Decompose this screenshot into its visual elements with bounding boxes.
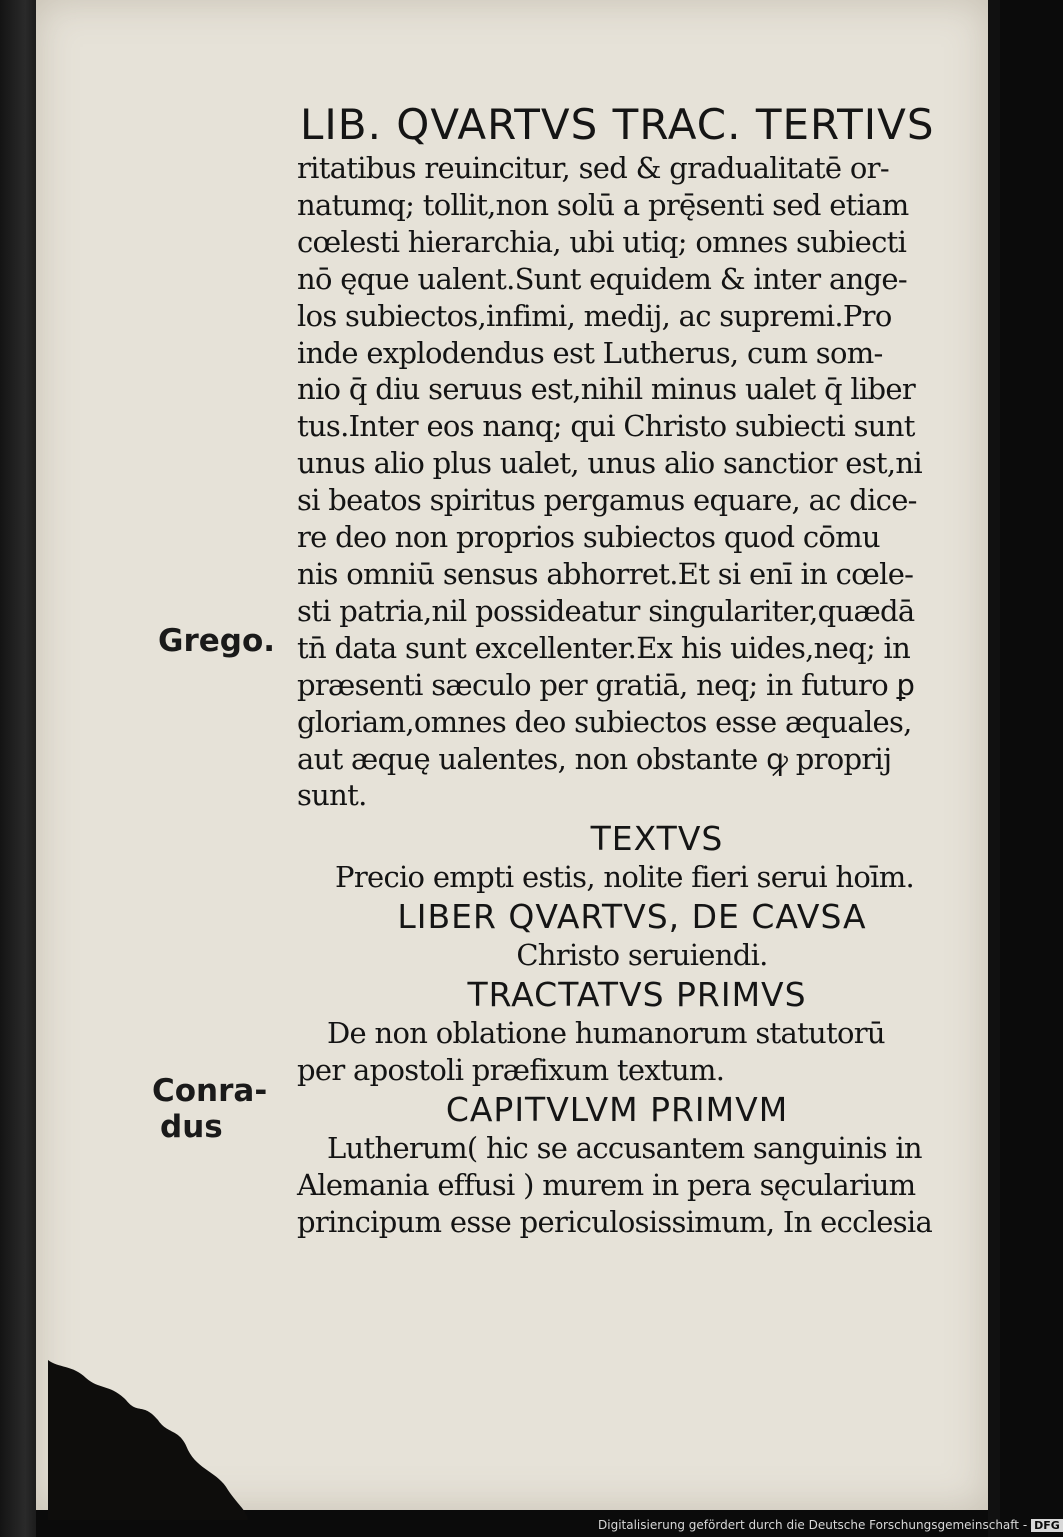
dfg-logo: DFG: [1031, 1519, 1063, 1532]
text-line: cœlesti hierarchia, ubi utiq; omnes subiecti: [297, 224, 907, 259]
text-line: gloriam,omnes deo subiectos esse æquales,: [297, 704, 912, 739]
text-line: si beatos spiritus pergamus equare, ac dice-: [297, 483, 917, 518]
tractatus-line: De non oblatione humanorum statutorū: [327, 1016, 885, 1051]
footer-text: Digitalisierung gefördert durch die Deutsche Forschungsgemeinschaft -: [598, 1518, 1028, 1532]
digitization-footer: [598, 1518, 1063, 1532]
text-line: præsenti sæculo per gratiā, neq; in futuro ꝑ: [297, 667, 915, 702]
textus-line: Precio empti estis, nolite fieri serui hoīm.: [335, 860, 915, 895]
textus-heading: TEXTVS: [590, 819, 724, 859]
liber-subtitle: Christo seruiendi.: [516, 938, 768, 973]
capitulum-line: Alemania effusi ) murem in pera sęcularium: [297, 1167, 916, 1202]
page-edge: [988, 0, 1000, 1537]
capitulum-line: principum esse periculosissimum, In ecclesia: [297, 1204, 933, 1239]
text-line: tus.Inter eos nanq; qui Christo subiecti sunt: [297, 409, 915, 444]
text-line: nio q̄ diu seruus est,nihil minus ualet q̄ liber: [297, 372, 916, 407]
book-spine: [0, 0, 36, 1537]
running-head: LIB. QVARTVS TRAC. TERTIVS: [300, 100, 935, 149]
margin-note-conra: Conra-: [152, 1073, 268, 1109]
tractatus-line: per apostoli præfixum textum.: [297, 1053, 725, 1088]
capitulum-heading: CAPITVLVM PRIMVM: [445, 1089, 789, 1129]
text-line: sunt.: [297, 778, 367, 813]
text-line: aut æquę ualentes, non obstante ꝙ proprij: [297, 741, 892, 776]
text-line: re deo non proprios subiectos quod cōmu: [297, 520, 880, 555]
text-line: unus alio plus ualet, unus alio sanctior est,ni: [297, 446, 922, 481]
page-damage: [48, 1360, 248, 1520]
main-text-block: [297, 150, 937, 1241]
text-line: ritatibus reuincitur, sed & gradualitatē or-: [297, 151, 889, 185]
tractatus-heading: TRACTATVS PRIMVS: [467, 975, 807, 1015]
capitulum-line: Lutherum( hic se accusantem sanguinis in: [327, 1130, 922, 1165]
text-line: los subiectos,infimi, medij, ac supremi.Pro: [297, 298, 892, 333]
text-line: natumq; tollit,non solū a prę̄senti sed etiam: [297, 187, 909, 222]
margin-note-dus: dus: [160, 1109, 223, 1145]
liber-heading: LIBER QVARTVS, DE CAVSA: [397, 897, 867, 937]
text-line: tn̄ data sunt excellenter.Ex his uides,neq; in: [297, 630, 911, 665]
text-line: nō ęque ualent.Sunt equidem & inter ange-: [297, 261, 907, 296]
margin-note-grego: Grego.: [158, 623, 276, 659]
text-line: nis omniū sensus abhorret.Et si enī in cœle-: [297, 556, 914, 591]
text-line: inde explodendus est Lutherus, cum som-: [297, 335, 883, 370]
text-line: sti patria,nil possideatur singulariter,quædā: [297, 593, 915, 628]
